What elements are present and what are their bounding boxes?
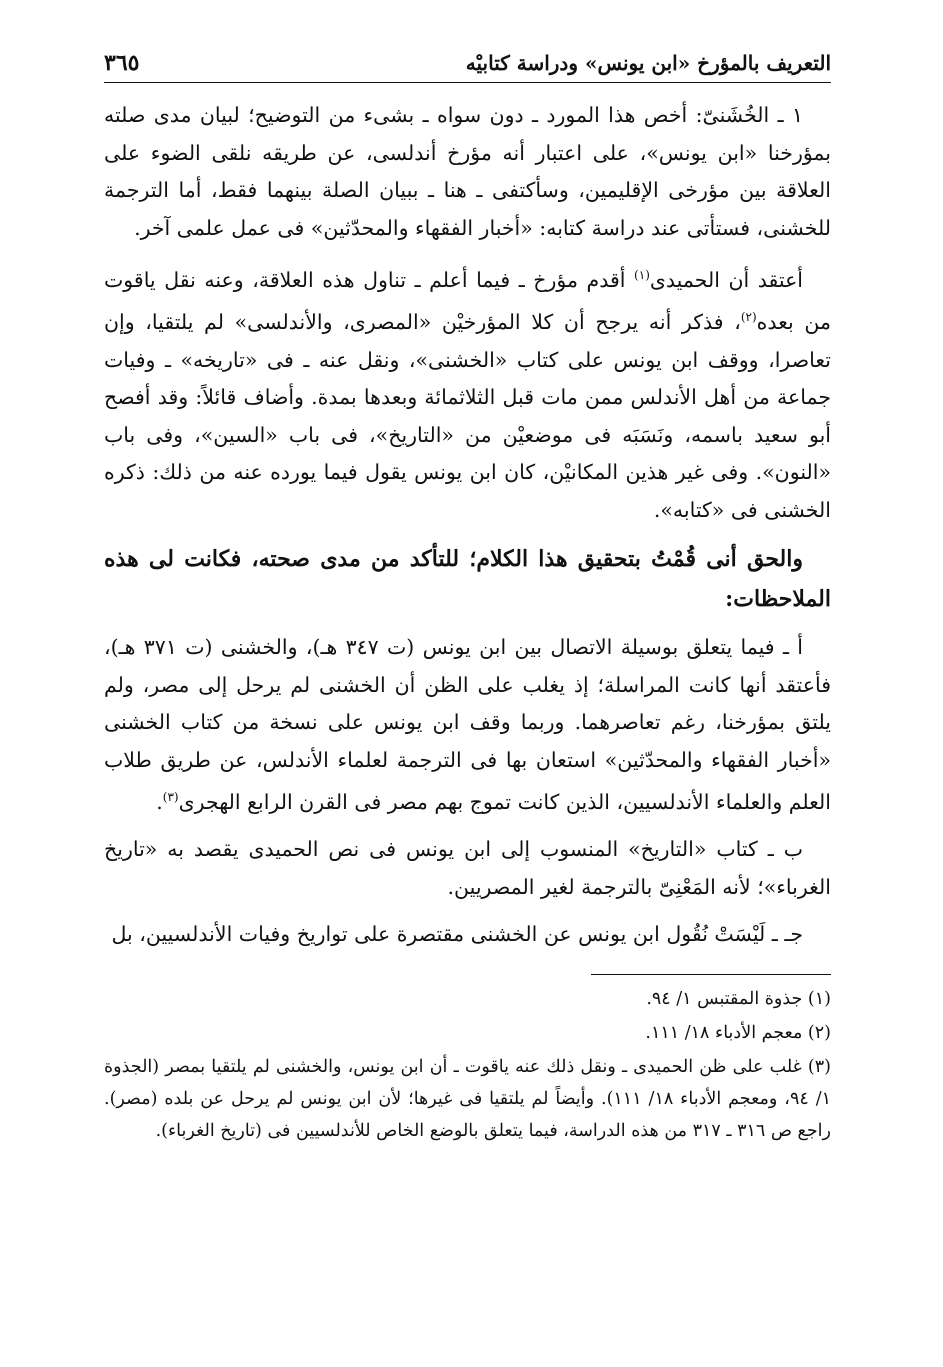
paragraph-text: . [156,789,163,814]
footnotes [104,983,831,1147]
paragraph-text: أعتقد أن الحميدى [649,267,803,292]
page-number: ٣٦٥ [104,50,140,76]
paragraph-point-c: جـ ـ لَيْسَتْ نُقُول ابن يونس عن الخشنى مقتصرة على تواريخ وفيات الأندلسيين، بل [111,922,803,947]
paragraph-humaydi [104,257,831,529]
paragraph-khushani: ١ ـ الخُشَنىّ: أخص هذا المورد ـ دون سواه ـ بشىء من التوضيح؛ لبيان مدى صلته بمؤرخنا «ابن يونس»، على اعتبار أنه مؤرخ أندلسى، عن طريقه نلقى الضوء على العلاقة بين مؤرخى الإقليمين، وسأكتفى ـ هنا ـ ببيان الصلة بينهما فقط، أما الترجمة للخشنى، فستأتى عند دراسة كتابه: «أخبار الفقهاء والمحدّثين» فى عمل علمى آخر. [104,103,831,240]
footnote-1: (١) جذوة المقتبس ١/ ٩٤. [646,988,831,1009]
page-header [104,50,831,83]
running-title: التعريف بالمؤرخ «ابن يونس» ودراسة كتابيْه [465,51,831,75]
paragraph-text: ، فذكر أنه يرجح أن كلا المؤرخيْن «المصرى، والأندلسى» لم يلتقيا، وإن تعاصرا، ووقف ابن يونس على كتاب «الخشنى»، ونقل عنه ـ فى «تاريخه» ـ وفيات جماعة من أهل الأندلس ممن مات قبل الثلاثمائة وبعدها بمدة. وأضاف قائلاً: وقد أفصح أبو سعيد باسمه، ونَسَبَه فى موضعيْن من «التاريخ»، فى باب «السين»، وفى باب «النون». وفى غير هذين المكانيْن، كان ابن يونس يقول فيما يورده عنه من ذلك: ذكره الخشنى فى «كتابه». [104,310,831,522]
footnote-ref-3: (٣) [162,790,179,805]
paragraph-point-b: ب ـ كتاب «التاريخ» المنسوب إلى ابن يونس فى نص الحميدى يقصد به «تاريخ الغرباء»؛ لأنه المَعْنِىّ بالترجمة لغير المصريين. [104,837,831,899]
footnote-ref-2: (٢) [740,310,757,325]
footnote-2: (٢) معجم الأدباء ١٨/ ١١١. [645,1022,831,1043]
paragraph-point-a [104,629,831,821]
main-text [104,97,831,954]
paragraph-observations-heading: والحق أنى قُمْتُ بتحقيق هذا الكلام؛ للتأكد من مدى صحته، فكانت لى هذه الملاحظات: [104,546,831,613]
footnote-divider [591,974,831,975]
footnote-3: (٣) غلب على ظن الحميدى ـ ونقل ذلك عنه ياقوت ـ أن ابن يونس، والخشنى لم يلتقيا بمصر (الجذوة ١/ ٩٤، ومعجم الأدباء ١٨/ ١١١). وأيضاً لم يلتقيا فى غيرها؛ لأن ابن يونس لم يرحل عن بلده (مصر). راجع ص ٣١٦ ـ ٣١٧ من هذه الدراسة، فيما يتعلق بالوضع الخاص للأندلسيين فى (تاريخ الغرباء). [104,1056,831,1141]
paragraph-text: أ ـ فيما يتعلق بوسيلة الاتصال بين ابن يونس (ت ٣٤٧ هـ)، والخشنى (ت ٣٧١ هـ)، فأعتقد أنها كانت المراسلة؛ إذ يغلب على الظن أن الخشنى لم يرحل إلى مصر، ولم يلتق بمؤرخنا، رغم تعاصرهما. وربما وقف ابن يونس على نسخة من كتاب الخشنى «أخبار الفقهاء والمحدّثين» استعان بها فى الترجمة لعلماء الأندلس، عن طريق طلاب العلم والعلماء الأندلسيين، الذين كانت تموج بهم مصر فى القرن الرابع الهجرى [104,635,831,814]
paragraph-text: أقدم مؤرخ ـ فيما أعلم ـ تناول هذه العلاقة، وعنه نقل ياقوت من بعده [104,267,831,335]
footnote-ref-1: (١) [634,268,650,282]
